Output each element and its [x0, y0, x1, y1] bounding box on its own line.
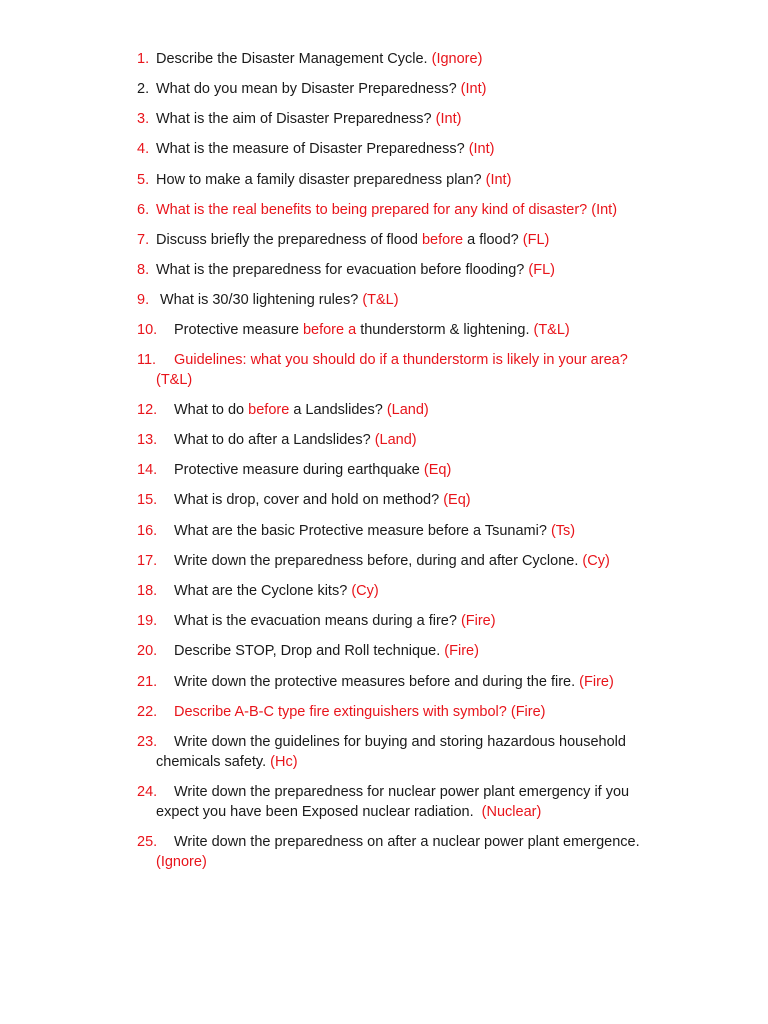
question-item [137, 783, 674, 822]
question-tag: (Fire) [579, 674, 614, 690]
question-item [137, 50, 674, 70]
question-item [137, 461, 674, 481]
question-text: How to make a family disaster preparedness plan? [156, 172, 482, 188]
question-item [137, 140, 674, 160]
question-item [137, 351, 674, 390]
question-tag: (Fire) [444, 643, 479, 659]
question-text: Write down the guidelines for buying and storing hazardous household [174, 734, 626, 750]
question-tag: (Int) [485, 172, 512, 188]
question-tag: (Int) [591, 202, 618, 218]
question-item [137, 231, 674, 251]
question-number: 25. [137, 834, 158, 850]
question-number: 12. [137, 402, 158, 418]
question-text: What are the basic Protective measure before a Tsunami? [174, 523, 547, 539]
question-tag: (Land) [374, 432, 417, 448]
question-item [137, 171, 674, 191]
question-item [137, 673, 674, 693]
question-item [137, 491, 674, 511]
question-item [137, 612, 674, 632]
question-tag: (Fire) [510, 704, 546, 720]
question-text: Discuss briefly the preparedness of flood [156, 232, 418, 248]
question-item [137, 321, 674, 341]
question-text: What to do [174, 402, 245, 418]
question-tag: (FL) [528, 262, 555, 278]
question-number: 19. [137, 613, 158, 629]
question-number: 5. [137, 172, 150, 188]
question-tag: (Ignore) [156, 853, 207, 870]
question-tag: (Ignore) [431, 51, 483, 67]
question-text: Write down the preparedness on after a nuclear power plant emergence. [174, 834, 640, 850]
question-text: Protective measure [174, 322, 299, 338]
question-item [137, 833, 674, 872]
question-number: 9. [137, 292, 150, 308]
question-number: 11. [137, 352, 157, 368]
question-tag: (Nuclear) [481, 803, 542, 820]
question-item [137, 642, 674, 662]
question-tag: (T&L) [362, 292, 399, 308]
question-tag: (Cy) [582, 553, 610, 569]
question-number: 8. [137, 262, 150, 278]
question-text: Describe STOP, Drop and Roll technique. [174, 643, 441, 659]
question-tag: (Eq) [423, 462, 452, 478]
question-text: chemicals safety. [156, 753, 267, 770]
question-item [137, 110, 674, 130]
question-number: 18. [137, 583, 158, 599]
question-text: a flood? [467, 232, 519, 248]
question-text: What is the preparedness for evacuation before flooding? [156, 262, 525, 278]
question-number: 10. [137, 322, 158, 338]
question-number: 22. [137, 704, 158, 720]
question-item [137, 401, 674, 421]
question-number: 7. [137, 232, 150, 248]
question-tag: (Int) [468, 141, 495, 157]
question-text: Describe the Disaster Management Cycle. [156, 51, 428, 67]
question-tag: (Int) [435, 111, 462, 127]
question-text: What is the aim of Disaster Preparedness? [156, 111, 432, 127]
question-text: thunderstorm & lightening. [360, 322, 530, 338]
question-tag: (T&L) [533, 322, 570, 338]
question-tag: (Hc) [270, 753, 298, 770]
question-number: 14. [137, 462, 158, 478]
question-tag: (Land) [386, 402, 429, 418]
question-item [137, 431, 674, 451]
question-number: 17. [137, 553, 158, 569]
question-tag: (Int) [460, 81, 487, 97]
question-item [137, 522, 674, 542]
question-item [137, 582, 674, 602]
question-text: Write down the preparedness before, during and after Cyclone. [174, 553, 579, 569]
question-text: Write down the protective measures before and during the fire. [174, 674, 576, 690]
question-text: What is the evacuation means during a fire? [174, 613, 457, 629]
question-item [137, 703, 674, 723]
question-tag: (Fire) [460, 613, 496, 629]
question-text: What is the real benefits to being prepared for any kind of disaster? [156, 202, 588, 218]
question-item [137, 80, 674, 100]
question-text: What is 30/30 lightening rules? [160, 292, 359, 308]
question-number: 20. [137, 643, 158, 659]
question-number: 1. [137, 51, 150, 67]
highlight-word: before [421, 232, 464, 248]
question-text: a Landslides? [293, 402, 383, 418]
question-number: 6. [137, 202, 150, 218]
question-number: 4. [137, 141, 150, 157]
question-text: What do you mean by Disaster Preparedness? [156, 81, 457, 97]
question-item [137, 261, 674, 281]
question-item [137, 733, 674, 772]
question-text: What is drop, cover and hold on method? [174, 492, 440, 508]
question-text: Describe A-B-C type fire extinguishers with symbol? [174, 704, 507, 720]
question-text: expect you have been Exposed nuclear radiation. [156, 803, 474, 820]
question-tag: (Ts) [550, 523, 576, 539]
highlight-word: before a [302, 322, 357, 338]
highlight-word: before [248, 402, 290, 418]
question-number: 15. [137, 492, 158, 508]
question-text: Guidelines: what you should do if a thunderstorm is likely in your area? [174, 352, 628, 368]
question-item [137, 552, 674, 572]
question-number: 21. [137, 674, 158, 690]
question-text: What are the Cyclone kits? [174, 583, 348, 599]
question-number: 2. [137, 81, 150, 97]
question-text: Write down the preparedness for nuclear power plant emergency if you [174, 784, 630, 800]
question-tag: (T&L) [156, 371, 193, 388]
question-number: 3. [137, 111, 150, 127]
question-tag: (Eq) [443, 492, 471, 508]
question-text: What is the measure of Disaster Preparedness? [156, 141, 465, 157]
question-number: 24. [137, 784, 158, 800]
question-number: 23. [137, 734, 158, 750]
question-item [137, 291, 674, 311]
question-tag: (FL) [522, 232, 550, 248]
question-number: 16. [137, 523, 158, 539]
question-number: 13. [137, 432, 158, 448]
question-tag: (Cy) [351, 583, 379, 599]
question-text: Protective measure during earthquake [174, 462, 420, 478]
question-text: What to do after a Landslides? [174, 432, 371, 448]
question-item [137, 201, 674, 221]
